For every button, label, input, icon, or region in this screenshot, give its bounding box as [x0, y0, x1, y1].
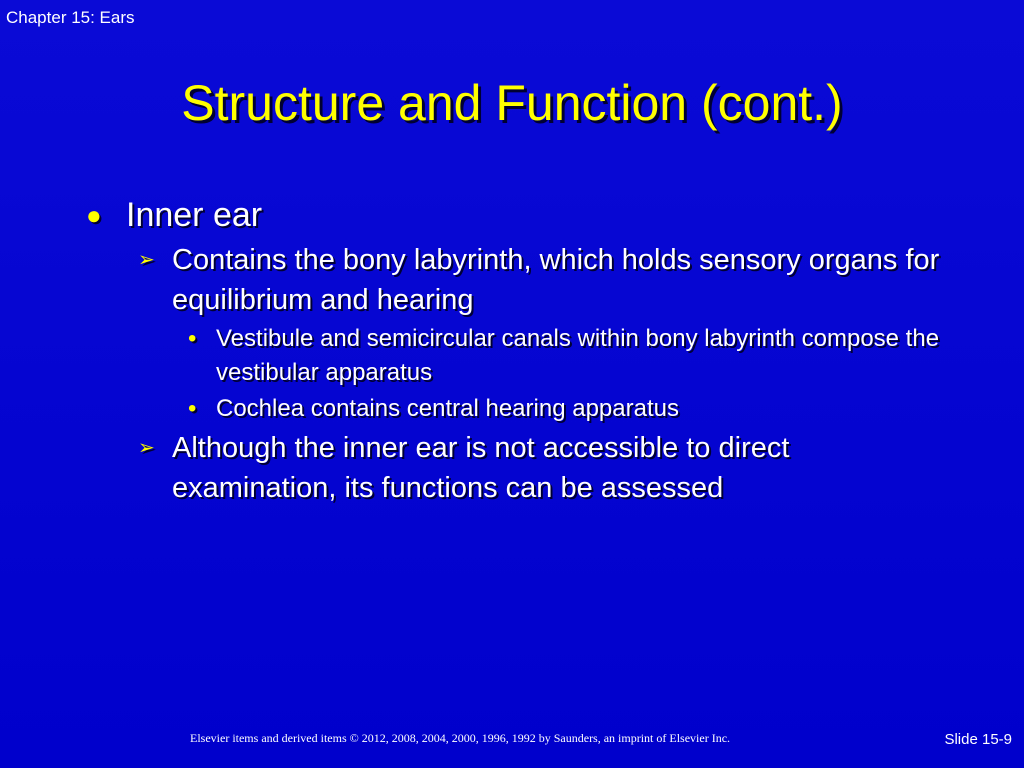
slide-number: Slide 15-9: [944, 731, 1012, 748]
bullet-level3: [86, 322, 946, 390]
chapter-label: Chapter 15: Ears: [6, 8, 135, 27]
dot-bullet-icon: •: [188, 325, 197, 352]
bullet-text: Although the inner ear is not accessible to direct examination, its functions can be assessed: [172, 432, 790, 504]
slide-content: [86, 194, 946, 510]
arrow-bullet-icon: ➢: [138, 249, 155, 271]
bullet-text: Contains the bony labyrinth, which holds sensory organs for equilibrium and hearing: [172, 244, 940, 316]
slide-title: Structure and Function (cont.): [181, 75, 843, 131]
bullet-text: Inner ear: [126, 196, 263, 234]
bullet-level3: [86, 392, 946, 426]
copyright-footer: Elsevier items and derived items © 2012, 2008, 2004, 2000, 1996, 1992 by Saunders, an imprint of Elsevier Inc.: [190, 731, 731, 745]
circle-bullet-icon: ●: [86, 200, 102, 230]
arrow-bullet-icon: ➢: [138, 437, 155, 459]
bullet-level1: [86, 194, 946, 236]
bullet-level2: [86, 240, 946, 320]
bullet-text: Cochlea contains central hearing apparatus: [216, 395, 679, 422]
bullet-level2: [86, 428, 946, 508]
dot-bullet-icon: •: [188, 395, 197, 422]
bullet-text: Vestibule and semicircular canals within bony labyrinth compose the vestibular apparatus: [216, 325, 940, 386]
